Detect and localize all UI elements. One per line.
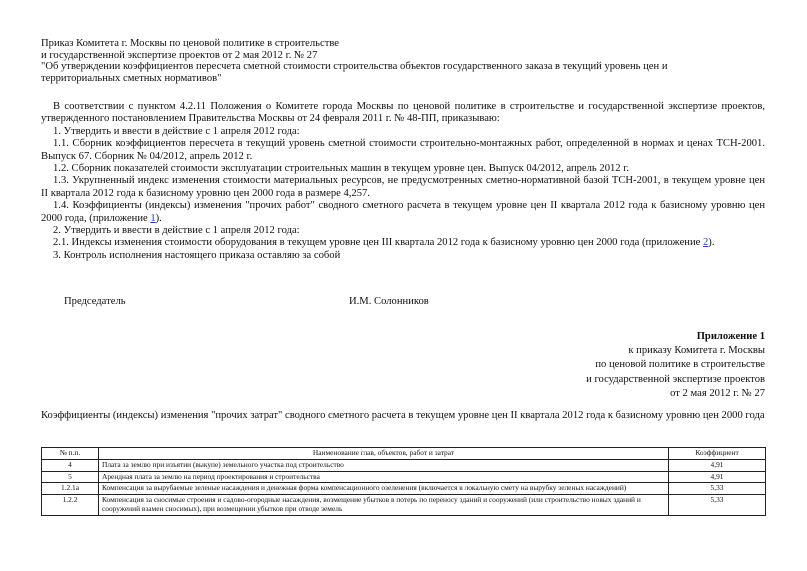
header-line-1: Приказ Комитета г. Москвы по ценовой политике в строительстве — [41, 38, 339, 49]
appendix-line-4: от 2 мая 2012 г. № 27 — [670, 387, 765, 399]
appendix-1-link[interactable]: 1 — [150, 212, 156, 224]
column-header-coefficient: Коэффициент — [669, 448, 766, 460]
paragraph-1: 1. Утвердить и ввести в действие с 1 апреля 2012 года: — [53, 125, 300, 137]
table-row — [42, 483, 766, 495]
paragraph-2-1 — [41, 237, 765, 249]
signature-role: Председатель — [64, 296, 126, 307]
paragraph-1-4 — [41, 200, 765, 225]
coefficients-table — [41, 447, 766, 516]
row-coefficient: 5,33 — [669, 495, 766, 516]
header-line-3: "Об утверждении коэффициентов пересчета сметной стоимости строительства объектов государственного заказа в текущий уровень цен и — [41, 61, 668, 73]
row-coefficient: 4,91 — [669, 459, 766, 471]
row-coefficient: 5,33 — [669, 483, 766, 495]
signature-name: И.М. Солонников — [349, 296, 429, 307]
paragraph-2-1-tail: ). — [708, 237, 715, 249]
paragraph-1-4-text: 1.4. Коэффициенты (индексы) изменения "прочих работ" сводного сметного расчета в текущем уровне цен II квартала 2012 года к базисному уровню цен 2000 года, (приложение — [41, 200, 765, 224]
column-header-name: Наименование глав, объектов, работ и затрат — [99, 448, 669, 460]
row-number: 5 — [42, 471, 99, 483]
paragraph-3: 3. Контроль исполнения настоящего приказа оставляю за собой — [53, 249, 341, 261]
column-header-number: № п.п. — [42, 448, 99, 460]
row-name: Плата за землю при изъятии (выкупе) земельного участка под строительство — [99, 459, 669, 471]
paragraph-preamble: В соответствии с пунктом 4.2.11 Положения о Комитете города Москвы по ценовой политике в строительстве и государственной экспертизе проектов, утвержденного постановлением Правительства Москвы от 24 февраля 2011 г. № 48-ПП, приказываю: — [41, 101, 765, 125]
paragraph-2-1-text: 2.1. Индексы изменения стоимости оборудования в текущем уровне цен III квартала 2012 года к базисному уровню цен 2000 года (приложение — [53, 237, 703, 249]
header-line-2: и государственной экспертизе проектов от 2 мая 2012 г. № 27 — [41, 49, 318, 61]
document-header — [41, 38, 781, 84]
row-number: 1.2.2 — [42, 495, 99, 516]
row-name: Арендная плата за землю на период проектирования и строительства — [99, 471, 669, 483]
table-row — [42, 495, 766, 516]
row-name: Компенсация за вырубаемые зеленые насаждения и денежная форма компенсационного озеленения (включается в локальную смету на вырубку зеленых насаждений) — [99, 483, 669, 495]
order-body — [41, 101, 765, 262]
row-name: Компенсация за сносимые строения и садово-огородные насаждения, возмещение убытков в потерь по переносу зданий и сооружений (или строительство новых зданий и сооружений взамен сносимых), при возмещении убытков при отводе земель — [99, 495, 669, 516]
row-coefficient: 4,91 — [669, 471, 766, 483]
paragraph-1-1: 1.1. Сборник коэффициентов пересчета в текущий уровень сметной стоимости строительно-монтажных работ, определенной в нормах и ценах ТСН-2001. Выпуск 67. Сборник № 04/2012, апрель 2012 г. — [41, 138, 765, 162]
row-number: 4 — [42, 459, 99, 471]
table-row — [42, 459, 766, 471]
table-row — [42, 471, 766, 483]
header-line-4: территориальных сметных нормативов" — [41, 72, 222, 84]
appendix-line-1: к приказу Комитета г. Москвы — [628, 345, 765, 357]
appendix-line-3: и государственной экспертизе проектов — [586, 373, 765, 385]
appendix-title: Приложение 1 — [696, 331, 765, 342]
paragraph-1-4-tail: ). — [155, 212, 162, 224]
paragraph-1-2: 1.2. Сборник показателей стоимости эксплуатации строительных машин в текущем уровне цен. Выпуск 04/2012, апрель 2012 г. — [53, 163, 630, 175]
table-header-row — [42, 448, 766, 460]
appendix-line-2: по ценовой политике в строительстве — [595, 359, 765, 371]
appendix-header — [586, 330, 765, 401]
table-title: Коэффициенты (индексы) изменения "прочих затрат" сводного сметного расчета в текущем уровне цен II квартала 2012 года к базисному уровню цен 2000 года — [41, 410, 765, 421]
paragraph-2: 2. Утвердить и ввести в действие с 1 апреля 2012 года: — [53, 225, 300, 237]
paragraph-1-3: 1.3. Укрупненный индекс изменения стоимости материальных ресурсов, не предусмотренных сметно-нормативной базой ТСН-2001, в текущем уровне цен II квартала 2012 года к базисному уровню цен 2000 года в размере 4,257. — [41, 175, 765, 199]
appendix-2-link[interactable]: 2 — [703, 237, 709, 249]
row-number: 1.2.1а — [42, 483, 99, 495]
